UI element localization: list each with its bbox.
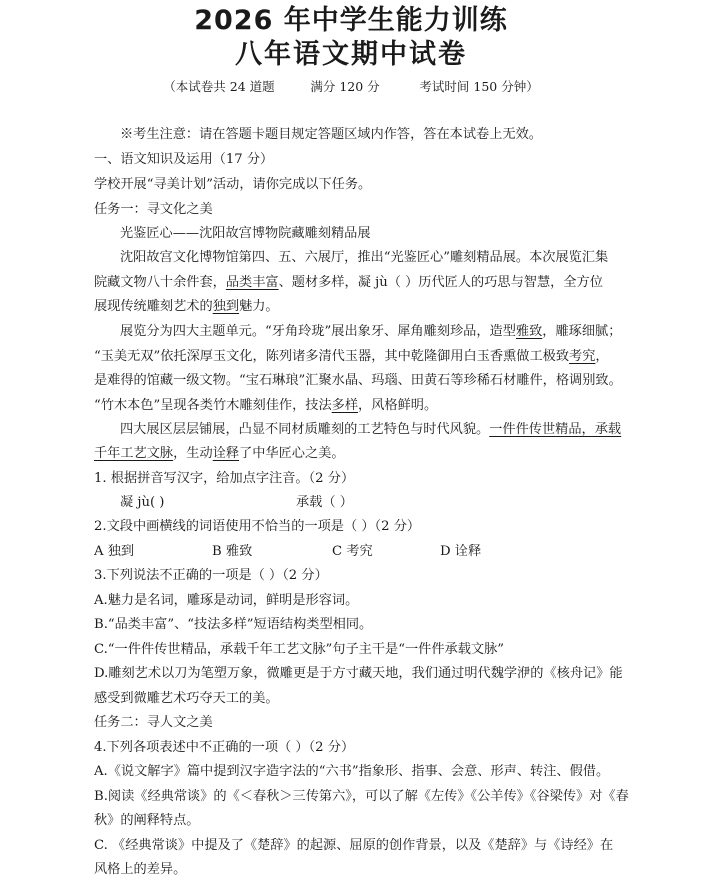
question-2: 2.文段中画横线的词语使用不恰当的一项是（ ）（2 分） [94,519,421,534]
paragraph1-line2 [94,274,634,292]
text-span: 了中华匠心之美。 [239,446,345,461]
section-heading: 一、语文知识及运用（17 分） [94,152,274,167]
q2-option-a[interactable]: A 独到 [94,544,135,559]
q4-option-c-line1[interactable]: C. 《经典常谈》中提及了《楚辞》的起源、屈原的创作背景，以及《楚辞》与《诗经》在 [94,838,614,853]
paragraph1-line3 [94,298,634,316]
underlined-word-duoyang: 多样 [331,398,359,413]
question-1: 1. 根据拼音写汉字，给加点字注音。（2 分） [94,471,355,486]
paragraph3-line2 [94,445,634,463]
task1-heading: 任务一：寻文化之美 [94,202,213,217]
exam-title-line1: 2026 年中学生能力训练 [194,5,508,36]
q2-option-b[interactable]: B 雅致 [212,544,253,559]
task2-heading: 任务二：寻人文之美 [94,715,213,730]
text-span: ，生动 [173,446,213,461]
exam-meta: （本试卷共 24 道题 满分 120 分 考试时间 150 分钟） [163,79,539,94]
text-span: 、题材多样，凝 jù（ ）历代匠人的巧思与智慧，全方位 [278,275,603,290]
question-3: 3.下列说法不正确的一项是（ ）（2 分） [94,568,328,583]
paragraph1-line1: 沈阳故宫文化博物馆第四、五、六展厅，推出“光鉴匠心”雕刻精品展。本次展览汇集 [120,250,609,265]
q2-option-d[interactable]: D 诠释 [440,544,482,559]
q4-option-b-line2: 秋》的阐释特点。 [94,813,200,828]
underlined-word-pinlei: 品类丰富 [225,275,279,290]
paragraph2-line3: 是难得的馆藏一级文物。“宝石琳琅”汇聚水晶、玛瑙、田黄石等珍稀石材雕件，格调别致。 [94,373,622,388]
paragraph2-line2 [94,348,634,366]
paragraph2-line1 [120,323,634,341]
text-span: ， [595,349,609,364]
exam-title-line2: 八年语文期中试卷 [235,39,467,70]
q4-option-a[interactable]: A.《说文解字》篇中提到汉字造字法的“六书”指象形、指事、会意、形声、转注、假借。 [94,764,610,779]
text-span: “玉美无双”依托深厚玉文化，陈列诸多清代玉器，其中乾隆御用白玉香熏做工极致 [94,349,570,364]
underlined-word-kaojiu: 考究 [569,349,596,364]
text-span: ，雕琢细腻； [542,324,622,339]
q4-option-b-line1[interactable]: B.阅读《经典常谈》的《＜春秋＞三传第六》，可以了解《左传》《公羊传》《谷梁传》对《春 [94,789,629,804]
q1-answer-blank-b[interactable]: 承载（ ） [296,495,353,510]
text-span: ，风格鲜明。 [358,398,438,413]
notice: ※考生注意：请在答题卡题目规定答题区域内作答，答在本试卷上无效。 [120,127,542,142]
underlined-word-quanshi: 诠释 [212,446,240,461]
text-span: “竹木本色”呈现各类竹木雕刻佳作，技法 [94,398,332,413]
text-span: 魅力。 [239,299,279,314]
q4-option-c-line2: 风格上的差异。 [94,862,187,877]
q1-answer-blank-a[interactable]: 凝 jù( ) [120,495,165,510]
text-span: 院藏文物八十余件套， [94,275,226,290]
paragraph2-line4 [94,397,634,415]
q3-option-b[interactable]: B.“品类丰富”、“技法多样”短语结构类型相同。 [94,617,373,632]
question-4: 4.下列各项表述中不正确的一项（ ）（2 分） [94,740,355,755]
underlined-word-yazhi: 雅致 [515,324,543,339]
q3-option-c[interactable]: C.“一件件传世精品，承载千年工艺文脉”句子主干是“一件件承载文脉” [94,642,505,657]
paragraph3-line1 [120,421,634,439]
underlined-word-dudao: 独到 [212,299,240,314]
article-title: 光鉴匠心——沈阳故宫博物院藏雕刻精品展 [120,226,371,241]
q3-option-d-line2: 感受到微雕艺术巧夺天工的美。 [94,691,279,706]
q2-option-c[interactable]: C 考究 [332,544,373,559]
text-span: 展现传统雕刻艺术的 [94,299,213,314]
underlined-phrase: 一件件传世精品，承载 [489,422,622,437]
q3-option-a[interactable]: A.魅力是名词，雕琢是动词，鲜明是形容词。 [94,593,359,608]
q3-option-d-line1[interactable]: D.雕刻艺术以刀为笔塑万象，微雕更是于方寸藏天地，我们通过明代魏学洢的《核舟记》能 [94,666,623,681]
text-span: 四大展区层层铺展，凸显不同材质雕刻的工艺特色与时代风貌。 [120,422,490,437]
underlined-phrase: 千年工艺文脉 [94,446,174,461]
text-span: 展览分为四大主题单元。“牙角玲珑”展出象牙、犀角雕刻珍品，造型 [120,324,516,339]
section-intro: 学校开展“寻美计划”活动，请你完成以下任务。 [94,177,372,192]
